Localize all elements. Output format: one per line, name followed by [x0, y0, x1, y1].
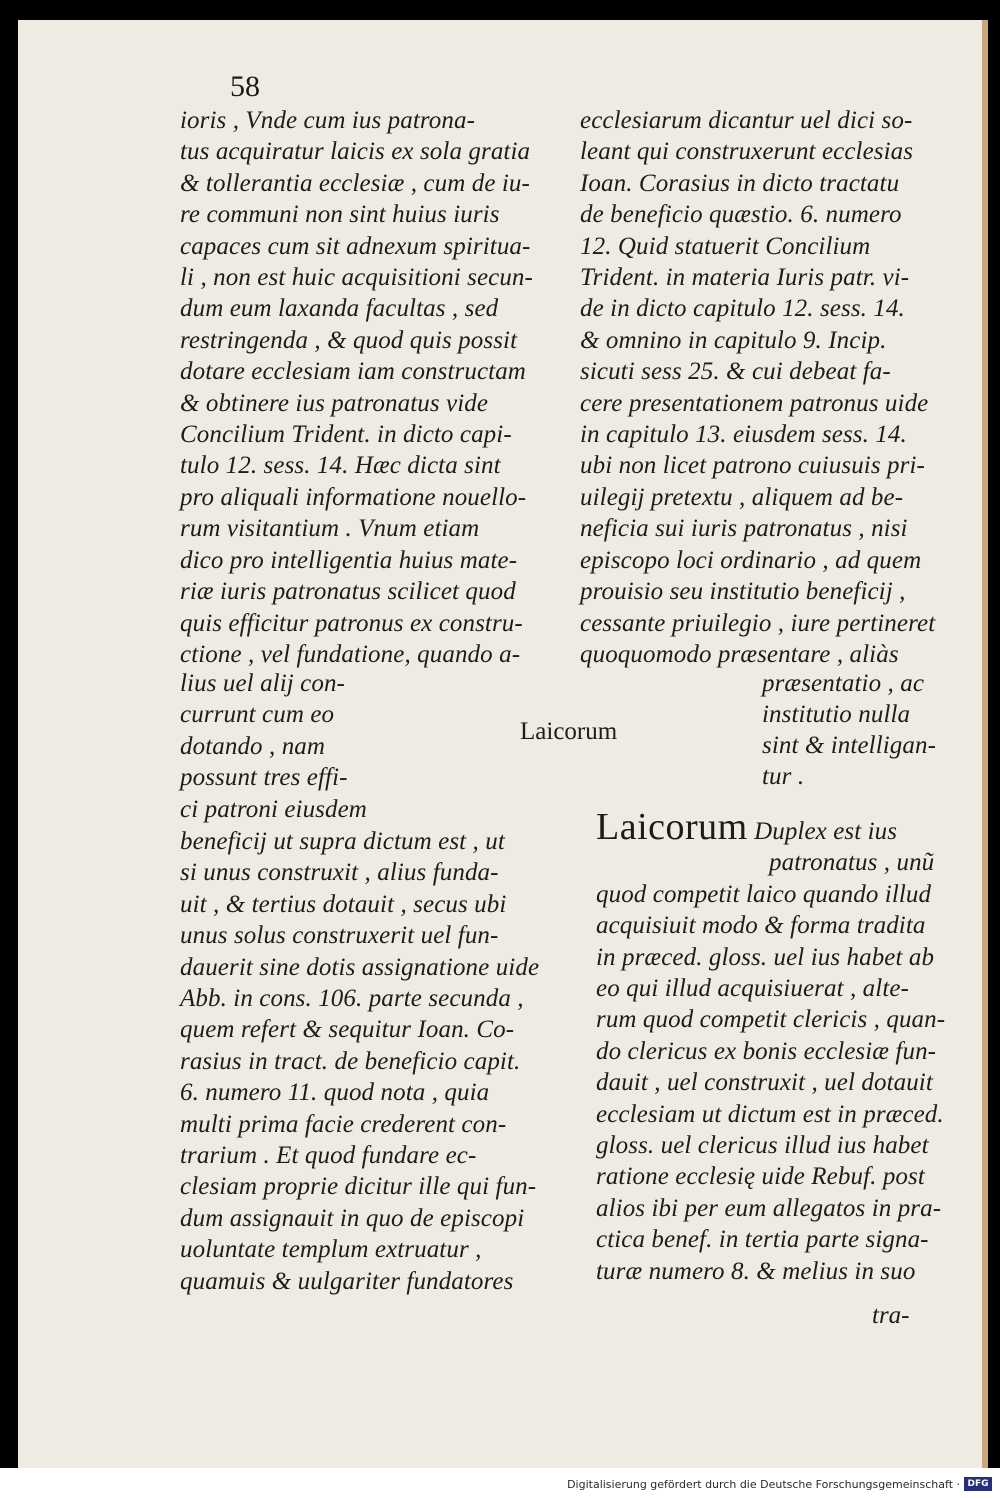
marginal-note: Laicorum [520, 718, 618, 745]
text-line: Abb. in cons. 106. parte secunda , [180, 985, 524, 1013]
text-line: & tollerantia ecclesiæ , cum de iu- [180, 169, 530, 197]
text-line: do clericus ex bonis ecclesiæ fun- [596, 1037, 937, 1065]
text-line: gloss. uel clericus illud ius habet [596, 1132, 929, 1160]
text-line: turæ numero 8. & melius in suo [596, 1257, 916, 1285]
text-line: dauit , uel construxit , uel dotauit [596, 1069, 933, 1097]
text-line: uilegij pretextu , aliquem ad be- [580, 483, 904, 511]
text-line: ecclesiarum dicantur uel dici so- [580, 107, 913, 134]
text-line: præsentatio , ac [762, 670, 925, 697]
text-line: dum assignauit in quo de episcopi [180, 1204, 525, 1232]
text-line: restringenda , & quod quis possit [180, 326, 518, 354]
text-line: tulo 12. sess. 14. Hæc dicta sint [180, 452, 501, 480]
text-line: prouisio seu institutio beneficij , [580, 578, 906, 606]
text-line: sicuti sess 25. & cui debeat fa- [580, 358, 891, 386]
text-line: lius uel alij con- [180, 670, 345, 697]
text-line: capaces cum sit adnexum spiritua- [180, 232, 531, 260]
text-line: in capitulo 13. eiusdem sess. 14. [580, 421, 907, 449]
text-line: possunt tres effi- [180, 764, 348, 792]
text-line: dum eum laxanda facultas , sed [180, 295, 499, 323]
text-line: Trident. in materia Iuris patr. vi- [580, 264, 910, 292]
text-line: rum quod competit clericis , quan- [596, 1006, 946, 1034]
text-line: trarium . Et quod fundare ec- [180, 1142, 477, 1170]
text-line: quod competit laico quando illud [596, 880, 932, 908]
text-line: in præced. gloss. uel ius habet ab [596, 943, 935, 971]
text-line: re communi non sint huius iuris [180, 201, 500, 229]
text-line: tus acquiratur laicis ex sola gratia [180, 138, 531, 166]
text-line: & obtinere ius patronatus vide [180, 389, 489, 417]
footer-credit: Digitalisierung gefördert durch die Deutsche Forschungsgemeinschaft · [567, 1478, 960, 1491]
footer-bar [0, 1468, 1000, 1498]
text-line: dotare ecclesiam iam constructam [180, 358, 526, 386]
text-line: quem refert & sequitur Ioan. Co- [180, 1016, 515, 1044]
right-column [580, 105, 965, 670]
text-line: uit , & tertius dotauit , secus ubi [180, 890, 507, 918]
text-line: Concilium Trident. in dicto capi- [180, 421, 512, 449]
text-line: ci patroni eiusdem [180, 795, 367, 823]
text-line: dotando , nam [180, 732, 326, 760]
text-line: Ioan. Corasius in dicto tractatu [580, 169, 900, 197]
text-line: 12. Quid statuerit Concilium [580, 232, 871, 260]
left-column [180, 105, 570, 670]
text-line: cessante priuilegio , iure pertineret [580, 609, 936, 637]
text-line: rasius in tract. de beneficio capit. [180, 1047, 521, 1075]
text-line: de in dicto capitulo 12. sess. 14. [580, 295, 905, 323]
text-line: multi prima facie crederent con- [180, 1110, 507, 1138]
text-line: li , non est huic acquisitioni secun- [180, 264, 533, 292]
text-line: ctica benef. in tertia parte signa- [596, 1226, 929, 1254]
text-line: ubi non licet patrono cuiusuis pri- [580, 452, 925, 480]
text-line: tur . [762, 763, 805, 790]
left-rest-column [180, 826, 575, 1297]
text-line: & omnino in capitulo 9. Incip. [580, 326, 887, 354]
catchword: tra- [872, 1302, 910, 1329]
text-line: Laicorum Duplex est ius [596, 806, 898, 848]
text-line: riæ iuris patronatus scilicet quod [180, 578, 516, 606]
section-initial-word: Laicorum [596, 806, 748, 848]
text-line: ratione ecclesię uide Rebuf. post [596, 1163, 925, 1191]
text-line: neficia sui iuris patronatus , nisi [580, 515, 908, 543]
right-lower-column [596, 806, 976, 1287]
page-number: 58 [230, 70, 260, 103]
text-line: clesiam proprie dicitur ille qui fun- [180, 1173, 537, 1201]
text-line: 6. numero 11. quod nota , quia [180, 1079, 490, 1107]
text-line: sint & intelligan- [762, 732, 937, 759]
text-line: institutio nulla [762, 701, 911, 728]
text-line: ecclesiam ut dictum est in præced. [596, 1100, 944, 1128]
dfg-logo-icon: DFG [964, 1477, 992, 1491]
text-line: leant qui construxerunt ecclesias [580, 138, 914, 166]
text-line: episcopo loci ordinario , ad quem [580, 546, 922, 574]
text-line: rum visitantium . Vnum etiam [180, 515, 480, 543]
text-line: beneficij ut supra dictum est , ut [180, 828, 505, 855]
text-line: acquisiuit modo & forma tradita [596, 912, 926, 940]
text-line: eo qui illud acquisiuerat , alte- [596, 975, 909, 1003]
text-line: quamuis & uulgariter fundatores [180, 1267, 514, 1295]
text-line: ioris , Vnde cum ius patrona- [180, 107, 476, 134]
text-line: pro aliquali informatione nouello- [180, 483, 527, 511]
text-line: dico pro intelligentia huius mate- [180, 546, 518, 574]
text-line: quis efficitur patronus ex constru- [180, 609, 523, 637]
text-line: uoluntate templum extruatur , [180, 1236, 482, 1264]
left-narrow-column [180, 668, 400, 825]
text-line: patronatus , unũ [769, 849, 935, 877]
text-line: unus solus construxerit uel fun- [180, 922, 499, 950]
text-line: dauerit sine dotis assignatione uide [180, 953, 540, 981]
text-line: cere presentationem patronus uide [580, 389, 929, 417]
text-line: ctione , vel fundatione, quando a- [180, 640, 521, 668]
text-line: alios ibi per eum allegatos in pra- [596, 1194, 942, 1222]
text-line: quoquomodo præsentare , aliàs [580, 640, 899, 668]
text-line: currunt cum eo [180, 701, 335, 729]
right-narrow-column [762, 668, 972, 792]
text-line: si unus construxit , alius funda- [180, 859, 499, 887]
text-line: de beneficio quæstio. 6. numero [580, 201, 902, 229]
